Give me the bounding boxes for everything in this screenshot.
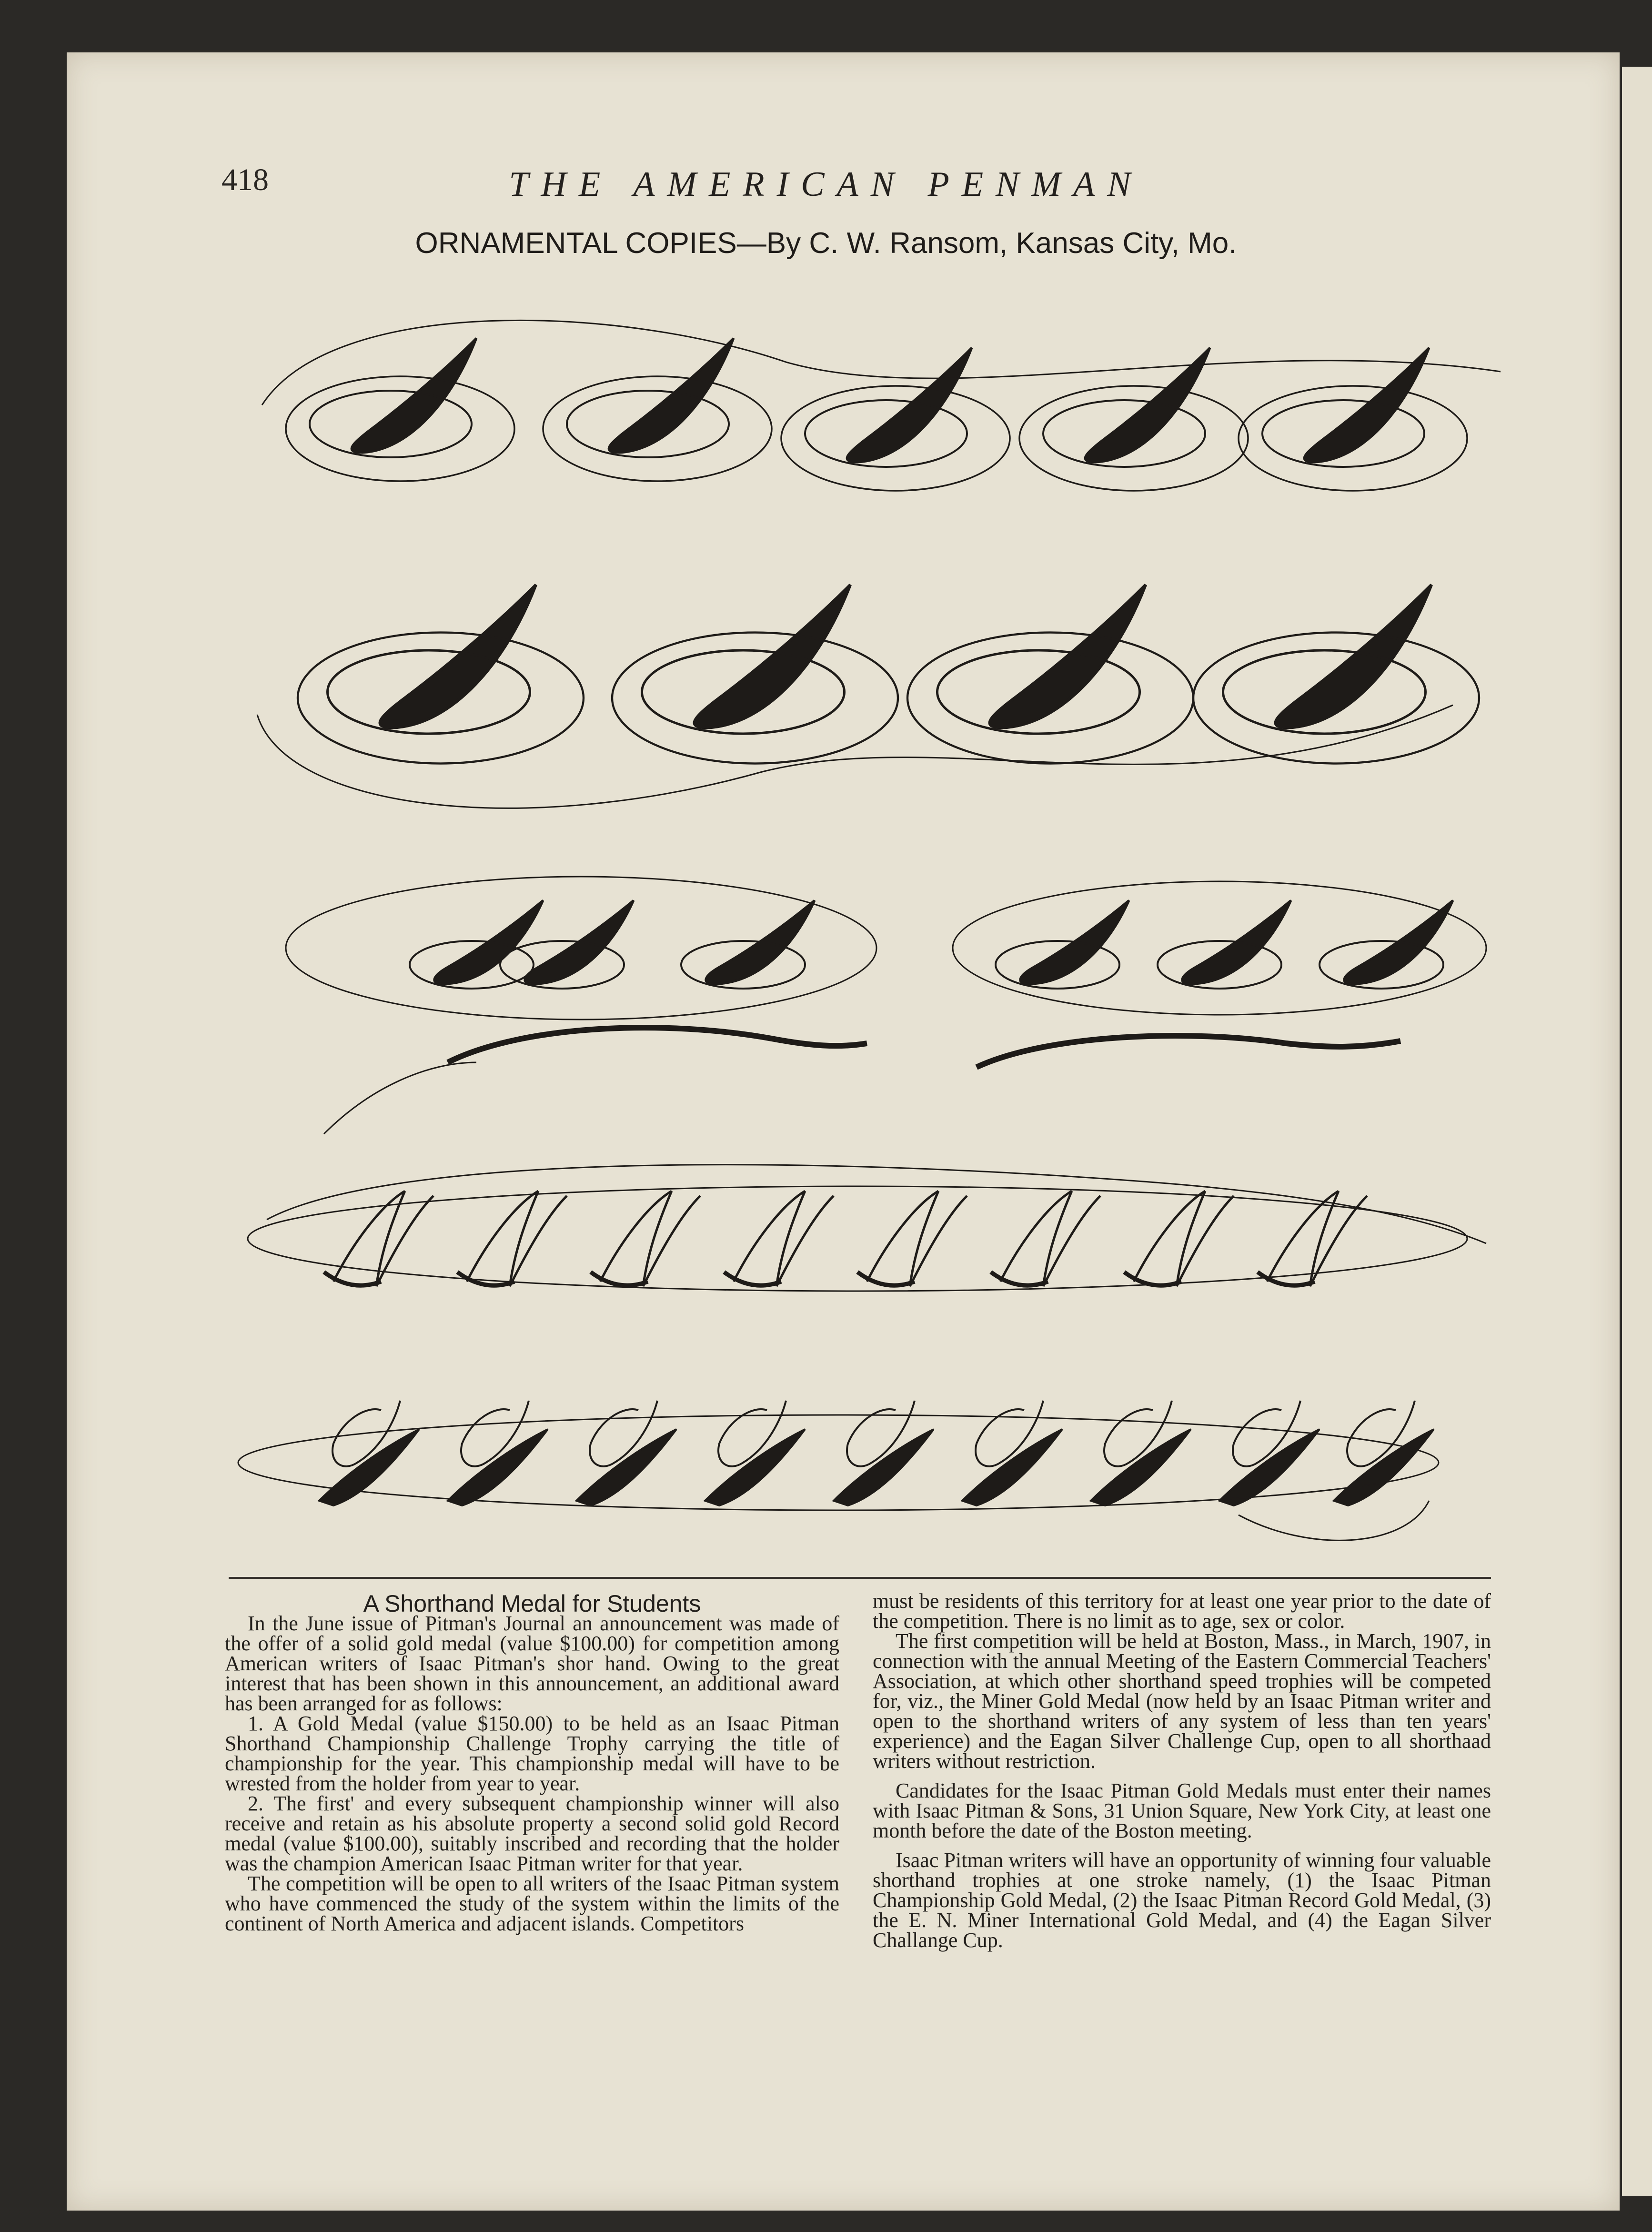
- article-paragraph: Isaac Pitman writers will have an opportunity of winning four valuable shorthand trophies at one stroke namely, (1) the Isaac Pitman Championship Gold Medal, (2) the Isaac Pitman Record Gold Medal, (3) the E. N. Miner International Gold Medal, and (4) the Eagan Silver Challange Cup.: [873, 1848, 1491, 1952]
- article-paragraph: Candidates for the Isaac Pitman Gold Medals must enter their names with Isaac Pitman & Sons, 31 Union Square, New York City, at least one month before the date of the Boston meeting.: [873, 1779, 1491, 1842]
- row5-g-chain: [238, 1401, 1439, 1540]
- page-number: 418: [222, 162, 269, 197]
- article-paragraph: The competition will be open to all writers of the Isaac Pitman system who have commenced the study of the system within the limits of the continent of North America and adjacent islands. Competitors: [225, 1872, 839, 1935]
- article-paragraph: must be residents of this territory for at least one year prior to the date of the competition. There is no limit as to age, sex or color.: [873, 1589, 1491, 1633]
- row2-j-large-ovals: [257, 585, 1479, 808]
- section-title-prefix: ORNAMENTAL COPIES: [415, 227, 737, 260]
- row3-j-triplets: [286, 877, 1486, 1134]
- article-paragraph: In the June issue of Pitman's Journal an announcement was made of the offer of a solid gold medal (value $100.00) for competition among American writers of Isaac Pitman's shor hand. Owing to the great interest that has been shown in this announcement, an additional award has been arranged for as follows:: [225, 1612, 839, 1715]
- article-title: A Shorthand Medal for Students: [363, 1590, 701, 1617]
- row1-j-ovals: [262, 320, 1501, 491]
- article-column-left: [225, 1590, 839, 1935]
- row4-n-chain: [248, 1165, 1486, 1291]
- article-column-right: [873, 1591, 1491, 1950]
- article-paragraph: The first competition will be held at Boston, Mass., in March, 1907, in connection with the annual Meeting of the Eastern Commercial Teachers' Association, at which other shorthand speed trophies will be competed for, viz., the Miner Gold Medal (now held by an Isaac Pitman writer and open to the shorthand writers of any system of less than ten years' experience) and the Eagan Silver Challenge Cup, open to all shorthaad writers without restriction.: [873, 1629, 1491, 1773]
- article-paragraph: 1. A Gold Medal (value $150.00) to be held as an Isaac Pitman Shorthand Championship Challenge Trophy carrying the title of championship for the year. This championship medal will have to be wrested from the holder from year to year.: [225, 1712, 839, 1795]
- section-divider: [229, 1577, 1491, 1579]
- article-paragraph: 2. The first' and every subsequent championship winner will also receive and retain as his absolute property a second solid gold Record medal (value $100.00), suitably inscribed and recording that the holder was the champion American Isaac Pitman writer for that year.: [225, 1792, 839, 1875]
- journal-title: THE AMERICAN PENMAN: [509, 165, 1143, 204]
- section-title-author: —By C. W. Ransom, Kansas City, Mo.: [736, 227, 1237, 260]
